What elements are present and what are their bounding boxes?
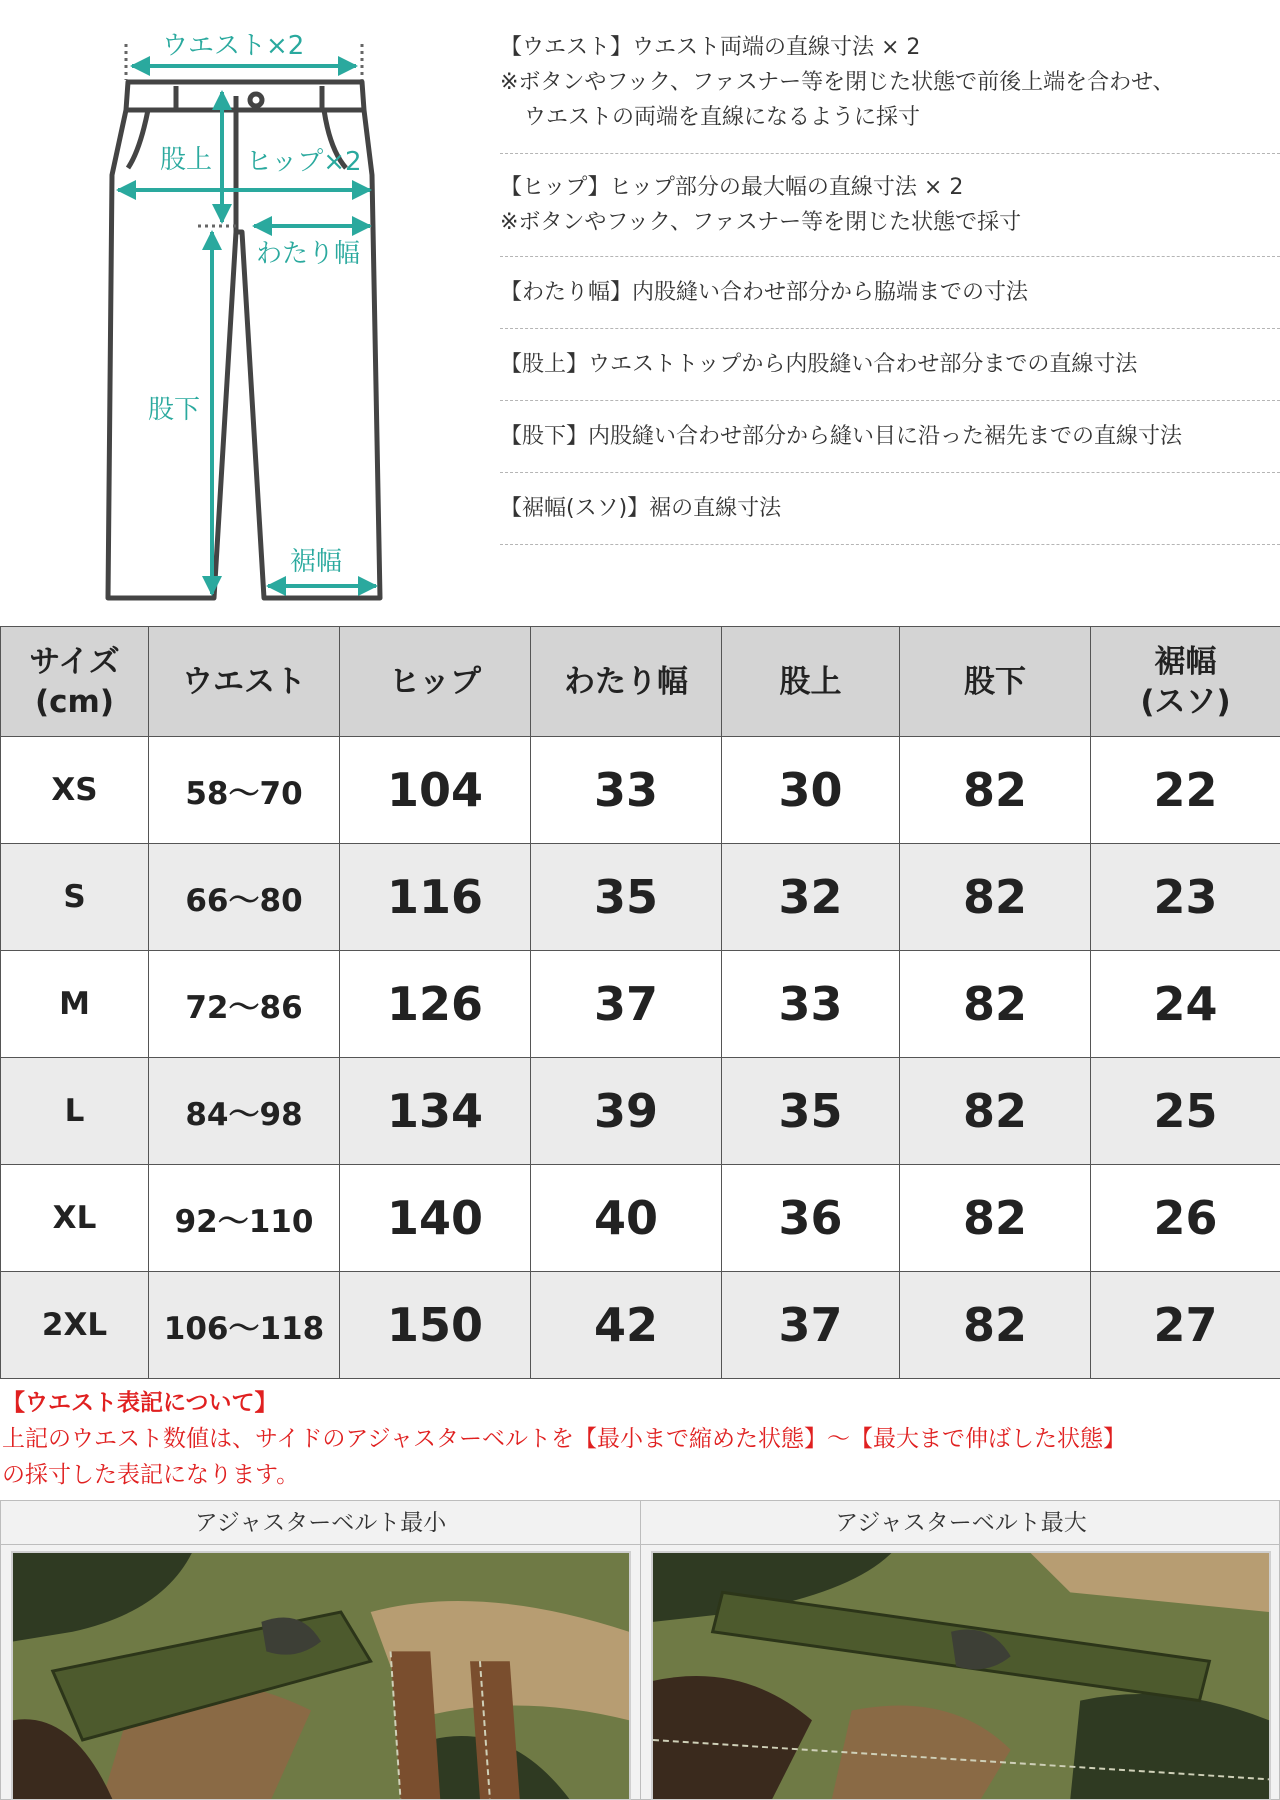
photo-label-max: アジャスターベルト最大 bbox=[641, 1501, 1280, 1545]
label-inseam: 股下 bbox=[148, 395, 201, 425]
cell-thigh: 39 bbox=[531, 1058, 722, 1165]
label-thigh: わたり幅 bbox=[256, 239, 361, 269]
cell-rise: 32 bbox=[722, 844, 900, 951]
table-row bbox=[1, 1058, 1280, 1165]
label-waist: ウエスト×2 bbox=[162, 31, 305, 61]
camo-photo-icon bbox=[13, 1553, 629, 1799]
cell-inseam: 82 bbox=[900, 951, 1091, 1058]
cell-hip: 104 bbox=[340, 737, 531, 844]
cell-hip: 126 bbox=[340, 951, 531, 1058]
camo-photo-icon bbox=[653, 1553, 1269, 1799]
table-row bbox=[1, 1272, 1280, 1379]
definition-thigh bbox=[500, 257, 1280, 329]
definition-note: ウエストの両端を直線になるように採寸 bbox=[524, 105, 921, 130]
header-hem-label: 裾幅 bbox=[1154, 643, 1217, 680]
header-rise: 股上 bbox=[722, 627, 900, 737]
cell-size: XS bbox=[1, 737, 149, 844]
cell-hem: 26 bbox=[1091, 1165, 1280, 1272]
cell-size: M bbox=[1, 951, 149, 1058]
cell-waist: 106〜118 bbox=[149, 1272, 340, 1379]
definition-title: 【わたり幅】内股縫い合わせ部分から脇端までの寸法 bbox=[500, 280, 1029, 305]
definition-title: 【裾幅(スソ)】裾の直線寸法 bbox=[500, 496, 782, 521]
table-header-row bbox=[1, 627, 1280, 737]
header-size-label: サイズ bbox=[29, 643, 120, 680]
cell-size: L bbox=[1, 1058, 149, 1165]
label-hip: ヒップ×2 bbox=[246, 147, 362, 177]
table-row bbox=[1, 844, 1280, 951]
header-thigh: わたり幅 bbox=[531, 627, 722, 737]
header-hem-sub: (スソ) bbox=[1140, 683, 1231, 720]
definition-hem bbox=[500, 473, 1280, 545]
note-line: 上記のウエスト数値は、サイドのアジャスターベルトを【最小まで縮めた状態】〜【最大まで伸ばした状態】 bbox=[2, 1426, 1127, 1452]
size-chart-table bbox=[0, 626, 1280, 1379]
cell-hem: 22 bbox=[1091, 737, 1280, 844]
cell-rise: 36 bbox=[722, 1165, 900, 1272]
cell-inseam: 82 bbox=[900, 1165, 1091, 1272]
note-title: 【ウエスト表記について】 bbox=[2, 1390, 278, 1416]
adjuster-belt-comparison bbox=[0, 1500, 1280, 1800]
cell-inseam: 82 bbox=[900, 844, 1091, 951]
definition-title: 【ヒップ】ヒップ部分の最大幅の直線寸法 × 2 bbox=[500, 175, 964, 200]
pants-measurement-diagram bbox=[0, 0, 500, 615]
header-waist: ウエスト bbox=[149, 627, 340, 737]
cell-thigh: 42 bbox=[531, 1272, 722, 1379]
cell-inseam: 82 bbox=[900, 737, 1091, 844]
adjuster-belt-max-photo bbox=[651, 1551, 1271, 1800]
cell-hem: 27 bbox=[1091, 1272, 1280, 1379]
cell-hem: 24 bbox=[1091, 951, 1280, 1058]
measurement-definitions bbox=[500, 18, 1280, 545]
cell-hip: 150 bbox=[340, 1272, 531, 1379]
header-hip: ヒップ bbox=[340, 627, 531, 737]
photo-column-max bbox=[641, 1501, 1280, 1800]
cell-hip: 140 bbox=[340, 1165, 531, 1272]
cell-thigh: 35 bbox=[531, 844, 722, 951]
cell-hem: 23 bbox=[1091, 844, 1280, 951]
cell-waist: 58〜70 bbox=[149, 737, 340, 844]
table-row bbox=[1, 737, 1280, 844]
definition-note: ※ボタンやフック、ファスナー等を閉じた状態で採寸 bbox=[500, 210, 1022, 235]
cell-rise: 33 bbox=[722, 951, 900, 1058]
cell-waist: 92〜110 bbox=[149, 1165, 340, 1272]
note-line: の採寸した表記になります。 bbox=[2, 1462, 300, 1488]
cell-size: 2XL bbox=[1, 1272, 149, 1379]
label-rise: 股上 bbox=[160, 145, 213, 175]
cell-waist: 66〜80 bbox=[149, 844, 340, 951]
definition-rise bbox=[500, 329, 1280, 401]
cell-hip: 116 bbox=[340, 844, 531, 951]
cell-hem: 25 bbox=[1091, 1058, 1280, 1165]
cell-size: XL bbox=[1, 1165, 149, 1272]
label-hem: 裾幅 bbox=[290, 547, 343, 577]
waist-notation-note bbox=[2, 1385, 1280, 1493]
table-row bbox=[1, 951, 1280, 1058]
table-row bbox=[1, 1165, 1280, 1272]
definition-note: ※ボタンやフック、ファスナー等を閉じた状態で前後上端を合わせ、 bbox=[500, 70, 1175, 95]
definition-inseam bbox=[500, 401, 1280, 473]
header-size bbox=[1, 627, 149, 737]
header-hem bbox=[1091, 627, 1280, 737]
definition-title: 【股下】内股縫い合わせ部分から縫い目に沿った裾先までの直線寸法 bbox=[500, 424, 1183, 449]
adjuster-belt-min-photo bbox=[11, 1551, 631, 1800]
photo-label-min: アジャスターベルト最小 bbox=[1, 1501, 640, 1545]
definition-waist bbox=[500, 18, 1280, 154]
cell-hip: 134 bbox=[340, 1058, 531, 1165]
definition-hip bbox=[500, 154, 1280, 257]
cell-waist: 72〜86 bbox=[149, 951, 340, 1058]
photo-column-min bbox=[1, 1501, 641, 1800]
cell-waist: 84〜98 bbox=[149, 1058, 340, 1165]
cell-thigh: 37 bbox=[531, 951, 722, 1058]
header-size-unit: (cm) bbox=[34, 683, 114, 720]
cell-thigh: 40 bbox=[531, 1165, 722, 1272]
cell-size: S bbox=[1, 844, 149, 951]
cell-rise: 30 bbox=[722, 737, 900, 844]
header-inseam: 股下 bbox=[900, 627, 1091, 737]
cell-rise: 35 bbox=[722, 1058, 900, 1165]
cell-thigh: 33 bbox=[531, 737, 722, 844]
cell-rise: 37 bbox=[722, 1272, 900, 1379]
cell-inseam: 82 bbox=[900, 1272, 1091, 1379]
definition-title: 【ウエスト】ウエスト両端の直線寸法 × 2 bbox=[500, 35, 921, 60]
pants-diagram-icon bbox=[0, 0, 500, 615]
definition-title: 【股上】ウエストトップから内股縫い合わせ部分までの直線寸法 bbox=[500, 352, 1138, 377]
cell-inseam: 82 bbox=[900, 1058, 1091, 1165]
